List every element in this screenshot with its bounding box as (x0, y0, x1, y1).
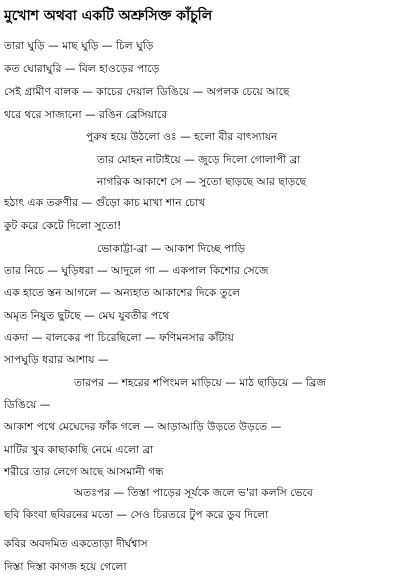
poem-line-23: কবির অবদমিত একতোড়া দীর্ঘশ্বাস (4, 537, 148, 550)
poem-line-16: তারপর — শহরের শপিংমল মাড়িয়ে — মাঠ ছাড়িয়ে — ব্রিজ (74, 376, 327, 389)
poem-line-20: শরীরে তার লেগে আছে আসমানী গন্ধ (4, 465, 164, 478)
poem-line-22: ছবি কিংবা ছবিরনের মতো — সেও চিরতরে টুপ করে ডুব দিলো (4, 508, 269, 521)
poem-line-10: ভোকাট্টা-ব্রা — আকাশ দিচ্ছে পাড়ি (97, 242, 246, 255)
poem-line-15: সাপঘুড়ি ধরার আশায় — (4, 353, 109, 366)
poem-line-1: তারা ঘুড়ি — মাছ ঘুড়ি — চিল ঘুড়ি (4, 39, 154, 52)
poem-line-2: কত ঘোরাঘুরি — বিল হাওড়ের পাড়ে (4, 62, 160, 75)
poem-line-18: আকাশ পথে মেঘেদের ফাঁক গলে — আড়াআড়ি উড়তে উড়তে — (4, 420, 282, 433)
poem-line-24: দিস্তা দিস্তা কাগজ হয়ে গেলো (4, 560, 127, 573)
poem-line-14: একদা — বালকের পা চিরেছিলো — ফণিমনসার কাঁটায় (4, 331, 234, 344)
poem-line-11: তার নিচে — ঘুড়িধরা — আদুলে গা — একপাল কিশোর সেজে (4, 264, 269, 277)
poem-line-6: তার মোহন নাটাইয়ে — জুড়ে দিলো গোলাপী ব্রা (97, 153, 301, 166)
poem-line-19: মাটির খুব কাছাকাছি নেমে এলো ব্রা (4, 443, 154, 456)
poem-line-17: ডিঙিয়ে — (4, 398, 51, 411)
poem-title: মুখোশ অথবা একটি অশ্রুসিক্ত কাঁচুলি (4, 8, 213, 24)
poem-line-7: নাগরিক আকাশে সে — সুতো ছাড়ছে আর ছাড়ছে (97, 175, 307, 188)
poem-line-5: পুরুষ হয়ে উঠলো ওঃ — হলো বীর বাৎস্যায়ন (86, 130, 278, 143)
poem-line-8: হঠাৎ এক তরুণীর — গুঁড়ো কাচ মাখা শান চোখ (4, 196, 206, 209)
poem-line-4: থরে থরে সাজানো — রঙিন ব্রেসিয়ারে (4, 108, 168, 121)
poem-line-9: কুট করে কেটে দিলো সুতো! (4, 219, 122, 232)
poem-line-3: সেই গ্রামীণ বালক — কাচের দেয়াল ডিঙিয়ে — অপলক চেয়ে আছে (4, 85, 290, 98)
poem-line-21: অতঃপর — তিস্তা পাড়ের সূর্যকে জলে ভ'রা কলসি ভেবে (74, 486, 313, 499)
poem-line-12: এক হাতে স্তন আগলে — অন্যহাত আকাশের দিকে তুলে (4, 286, 241, 299)
poem-line-13: অমৃত নিযুত ছুটছে — মেঘ যুবতীর পথে (4, 309, 170, 322)
